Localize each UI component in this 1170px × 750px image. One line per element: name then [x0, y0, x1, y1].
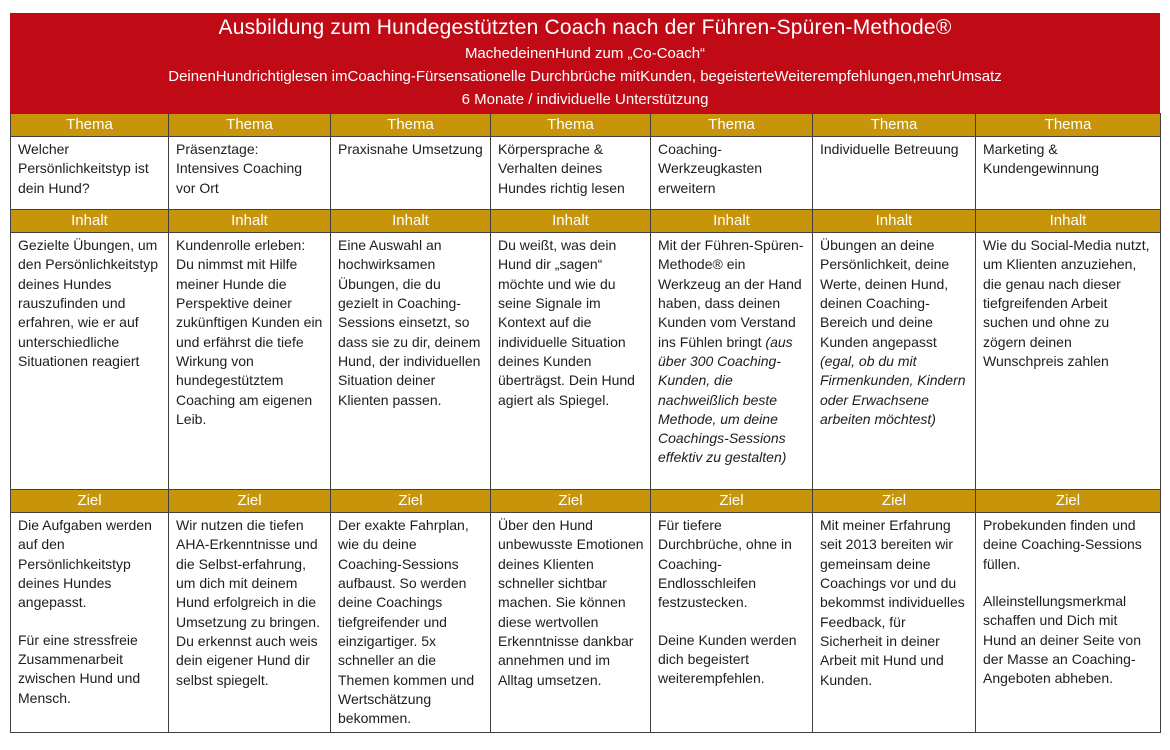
- inhalt-cell: [331, 233, 491, 490]
- thema-cell: Praxisnahe Umsetzung: [331, 137, 491, 210]
- ziel-band-cell: Ziel: [11, 490, 169, 513]
- inhalt-cell: [491, 233, 651, 490]
- ziel-paragraph: Für tiefere Durchbrüche, ohne in Coaching-Endlosschleifen festzustecken.: [658, 517, 792, 611]
- ziel-band-cell: Ziel: [491, 490, 651, 513]
- banner-subtitle-2: DeinenHundrichtiglesen imCoaching-Fürsensationelle Durchbrüche mitKunden, begeisterteWeiterempfehlungen,mehrUmsatz: [168, 67, 1002, 85]
- inhalt-cell: [11, 233, 169, 490]
- ziel-cell: [976, 513, 1161, 733]
- ziel-band-row: [11, 490, 1161, 513]
- thema-band-cell: Thema: [491, 114, 651, 137]
- inhalt-band-cell: Inhalt: [976, 210, 1161, 233]
- ziel-band-cell: Ziel: [976, 490, 1161, 513]
- inhalt-cell: [976, 233, 1161, 490]
- thema-cell: Marketing & Kundengewinnung: [976, 137, 1161, 210]
- thema-band-cell: Thema: [331, 114, 491, 137]
- thema-band-cell: Thema: [11, 114, 169, 137]
- ziel-cell: [331, 513, 491, 733]
- ziel-cell: [11, 513, 169, 733]
- inhalt-text: Du weißt, was dein Hund dir „sagen“ möchte und wie du seine Signale im Kontext auf die individuelle Situation deines Kunden überträgst. Dein Hund agiert als Spiegel.: [498, 237, 635, 408]
- thema-cell: Präsenztage: Intensives Coaching vor Ort: [169, 137, 331, 210]
- ziel-paragraph: Für eine stressfreie Zusammenarbeit zwischen Hund und Mensch.: [18, 631, 141, 706]
- inhalt-band-cell: Inhalt: [11, 210, 169, 233]
- page-title: Ausbildung zum Hundegestützten Coach nach der Führen-Spüren-Methode®: [218, 16, 952, 40]
- thema-band-cell: Thema: [651, 114, 813, 137]
- banner-subtitle-3: 6 Monate / individuelle Unterstützung: [461, 90, 709, 108]
- ziel-paragraph: Alleinstellungsmerkmal schaffen und Dich mit Hund an deiner Seite von der Masse an Coaching-Angeboten abheben.: [983, 592, 1141, 687]
- ziel-paragraph: Über den Hund unbewusste Emotionen deines Klienten schneller sichtbar machen. Sie können diese wertvollen Erkenntnisse dankbar annehmen und im Alltag umsetzen.: [498, 517, 644, 688]
- ziel-paragraph: Die Aufgaben werden auf den Persönlichkeitstyp deines Hundes angepasst.: [18, 517, 152, 611]
- ziel-content-row: [11, 513, 1161, 733]
- inhalt-text: Wie du Social-Media nutzt, um Klienten anzuziehen, die genau nach dieser tiefgreifenden Arbeit suchen und ohne zu zögern deinen Wunschpreis zahlen: [983, 237, 1150, 369]
- ziel-band-cell: Ziel: [813, 490, 976, 513]
- ziel-paragraph: Der exakte Fahrplan, wie du deine Coaching-Sessions aufbaust. So werden deine Coachings tiefgreifender und einzigartiger. 5x schneller an die Themen kommen und Wertschätzung bekommen.: [338, 517, 475, 727]
- thema-cell: Körpersprache & Verhalten deines Hundes richtig lesen: [491, 137, 651, 210]
- inhalt-cell: [813, 233, 976, 490]
- thema-band-row: [11, 114, 1161, 137]
- inhalt-text: Eine Auswahl an hochwirksamen Übungen, die du gezielt in Coaching-Sessions einsetzt, so dass sie zu dir, deinem Hund, der individuellen Situation deiner Klienten passen.: [338, 237, 481, 408]
- inhalt-italic-text: (egal, ob du mit Firmenkunden, Kindern oder Erwachsene arbeiten möchtest): [820, 352, 966, 427]
- course-overview-table: [10, 113, 1161, 733]
- thema-cell: Individuelle Betreuung: [813, 137, 976, 210]
- inhalt-cell: [651, 233, 813, 490]
- inhalt-content-row: [11, 233, 1161, 490]
- inhalt-band-cell: Inhalt: [813, 210, 976, 233]
- thema-band-cell: Thema: [976, 114, 1161, 137]
- thema-cell: Coaching-Werkzeugkasten erweitern: [651, 137, 813, 210]
- thema-cell: Welcher Persönlichkeitstyp ist dein Hund?: [11, 137, 169, 210]
- thema-content-row: [11, 137, 1161, 210]
- inhalt-band-row: [11, 210, 1161, 233]
- ziel-paragraph: Probekunden finden und deine Coaching-Sessions füllen.: [983, 517, 1142, 572]
- ziel-cell: [651, 513, 813, 733]
- inhalt-text: Mit der Führen-Spüren-Methode® ein Werkzeug an der Hand haben, dass deinen Kunden vom Verstand ins Fühlen bringt: [658, 237, 804, 350]
- inhalt-band-cell: Inhalt: [331, 210, 491, 233]
- ziel-paragraph: Mit meiner Erfahrung seit 2013 bereiten wir gemeinsam deine Coachings vor und du bekommst individuelles Feedback, für Sicherheit in deiner Arbeit mit Hund und Kunden.: [820, 517, 965, 688]
- header-banner: [10, 13, 1160, 113]
- inhalt-text: Kundenrolle erleben: Du nimmst mit Hilfe meiner Hunde die Perspektive deiner zukünftigen Kunden ein und erfährst die tiefe Wirkung von hundegestütztem Coaching am eigenen Leib.: [176, 237, 323, 427]
- thema-band-cell: Thema: [813, 114, 976, 137]
- slide: [10, 13, 1160, 733]
- inhalt-text: Gezielte Übungen, um den Persönlichkeitstyp deines Hundes rauszufinden und erfahren, wie er auf unterschiedliche Situationen reagiert: [18, 237, 159, 369]
- inhalt-italic-text: (aus über 300 Coaching-Kunden, die nachweißlich beste Methode, um deine Coachings-Sessions effektiv zu gestalten): [658, 333, 793, 466]
- inhalt-cell: [169, 233, 331, 490]
- inhalt-band-cell: Inhalt: [169, 210, 331, 233]
- banner-subtitle-1: MachedeinenHund zum „Co-Coach“: [464, 44, 706, 62]
- thema-band-cell: Thema: [169, 114, 331, 137]
- ziel-paragraph: Wir nutzen die tiefen AHA-Erkenntnisse und die Selbst-erfahrung, um dich mit deinem Hund erfolgreich in die Umsetzung zu bringen. Du erkennst auch weis dein eigener Hund dir selbst spiegelt.: [176, 517, 320, 688]
- ziel-band-cell: Ziel: [651, 490, 813, 513]
- ziel-band-cell: Ziel: [331, 490, 491, 513]
- ziel-paragraph: Deine Kunden werden dich begeistert weiterempfehlen.: [658, 631, 797, 687]
- ziel-band-cell: Ziel: [169, 490, 331, 513]
- ziel-cell: [813, 513, 976, 733]
- inhalt-band-cell: Inhalt: [491, 210, 651, 233]
- ziel-cell: [169, 513, 331, 733]
- inhalt-text: Übungen an deine Persönlichkeit, deine Werte, deinen Hund, deinen Coaching-Bereich und deine Kunden angepasst: [820, 237, 950, 350]
- inhalt-band-cell: Inhalt: [651, 210, 813, 233]
- ziel-cell: [491, 513, 651, 733]
